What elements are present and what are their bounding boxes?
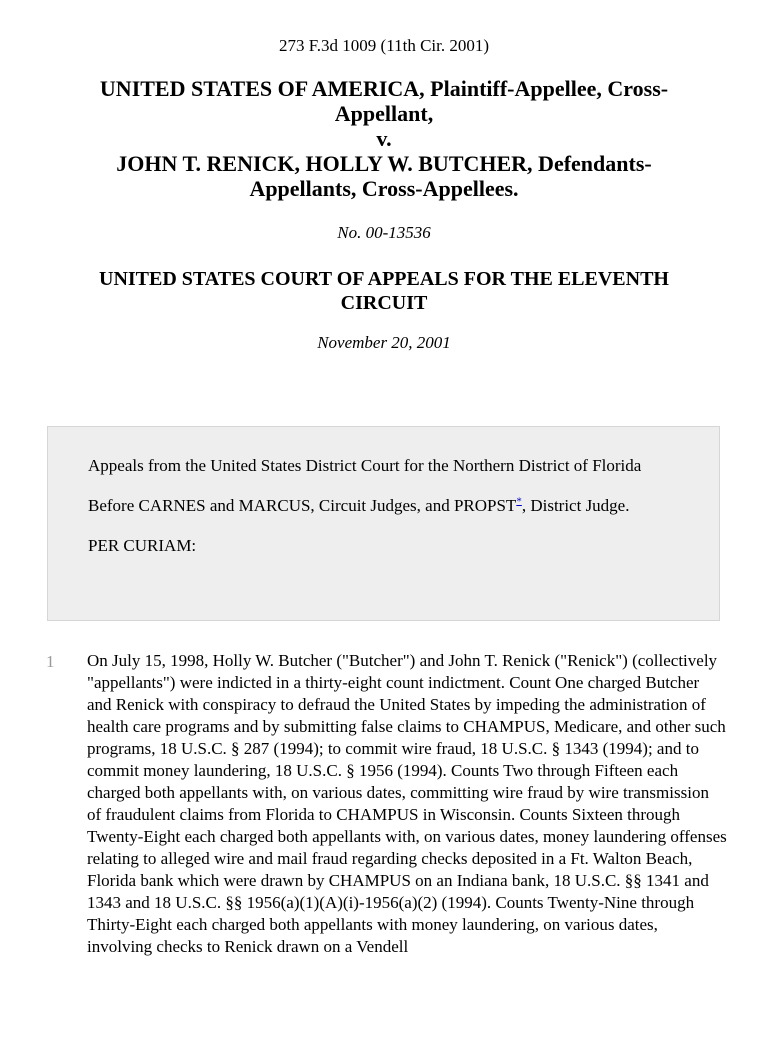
court-line: CIRCUIT [340, 292, 428, 314]
per-curiam-label: PER CURIAM: [88, 536, 197, 555]
court-name [40, 267, 728, 315]
judges-line [88, 495, 679, 517]
footnote-link[interactable]: * [516, 495, 522, 508]
parties-line: UNITED STATES OF AMERICA, Plaintiff-Appellee, Cross- [99, 76, 669, 101]
judges-prefix: Before CARNES and MARCUS, Circuit Judges, and PROPST [88, 496, 517, 515]
parties-line: Appellant, [334, 101, 434, 126]
court-line: UNITED STATES COURT OF APPEALS FOR THE ELEVENTH [99, 268, 669, 290]
paragraph-number: 1 [46, 652, 55, 671]
docket-number: No. 00-13536 [337, 223, 431, 242]
opinion-paragraph [0, 650, 768, 958]
decision-date: November 20, 2001 [317, 333, 451, 352]
case-parties [40, 76, 728, 201]
appeal-origin: Appeals from the United States District Court for the Northern District of Florida [88, 456, 642, 475]
parties-line-versus: v. [376, 126, 392, 151]
paragraph-text: On July 15, 1998, Holly W. Butcher ("Butcher") and John T. Renick ("Renick") (collectively "appellants") were indicted in a thirty-eight count indictment. Count One charged Butcher and Renick with conspiracy to defraud the United States by impeding the administration of health care programs and by submitting false claims to CHAMPUS, Medicare, and other such programs, 18 U.S.C. § 287 (1994); to commit wire fraud, 18 U.S.C. § 1343 (1994); and to commit money laundering, 18 U.S.C. § 1956 (1994). Counts Two through Fifteen each charged both appellants with, on various dates, committing wire fraud by wire transmission of fraudulent claims from Florida to CHAMPUS in Wisconsin. Counts Sixteen through Twenty-Eight each charged both appellants with, on various dates, money laundering offenses relating to alleged wire and mail fraud regarding checks deposited in a Ft. Walton Beach, Florida bank which were drawn by CHAMPUS on an Indiana bank, 18 U.S.C. §§ 1341 and 1343 and 18 U.S.C. §§ 1956(a)(1)(A)(i)-1956(a)(2) (1994). Counts Twenty-Nine through Thirty-Eight each charged both appellants with money laundering, on various dates, involving checks to Renick drawn on a Vendell [87, 651, 727, 956]
case-citation: 273 F.3d 1009 (11th Cir. 2001) [278, 36, 490, 55]
case-info-panel [47, 426, 720, 621]
judges-suffix: , District Judge. [521, 496, 630, 515]
parties-line: JOHN T. RENICK, HOLLY W. BUTCHER, Defendants- [116, 151, 652, 176]
parties-line: Appellants, Cross-Appellees. [249, 176, 519, 201]
